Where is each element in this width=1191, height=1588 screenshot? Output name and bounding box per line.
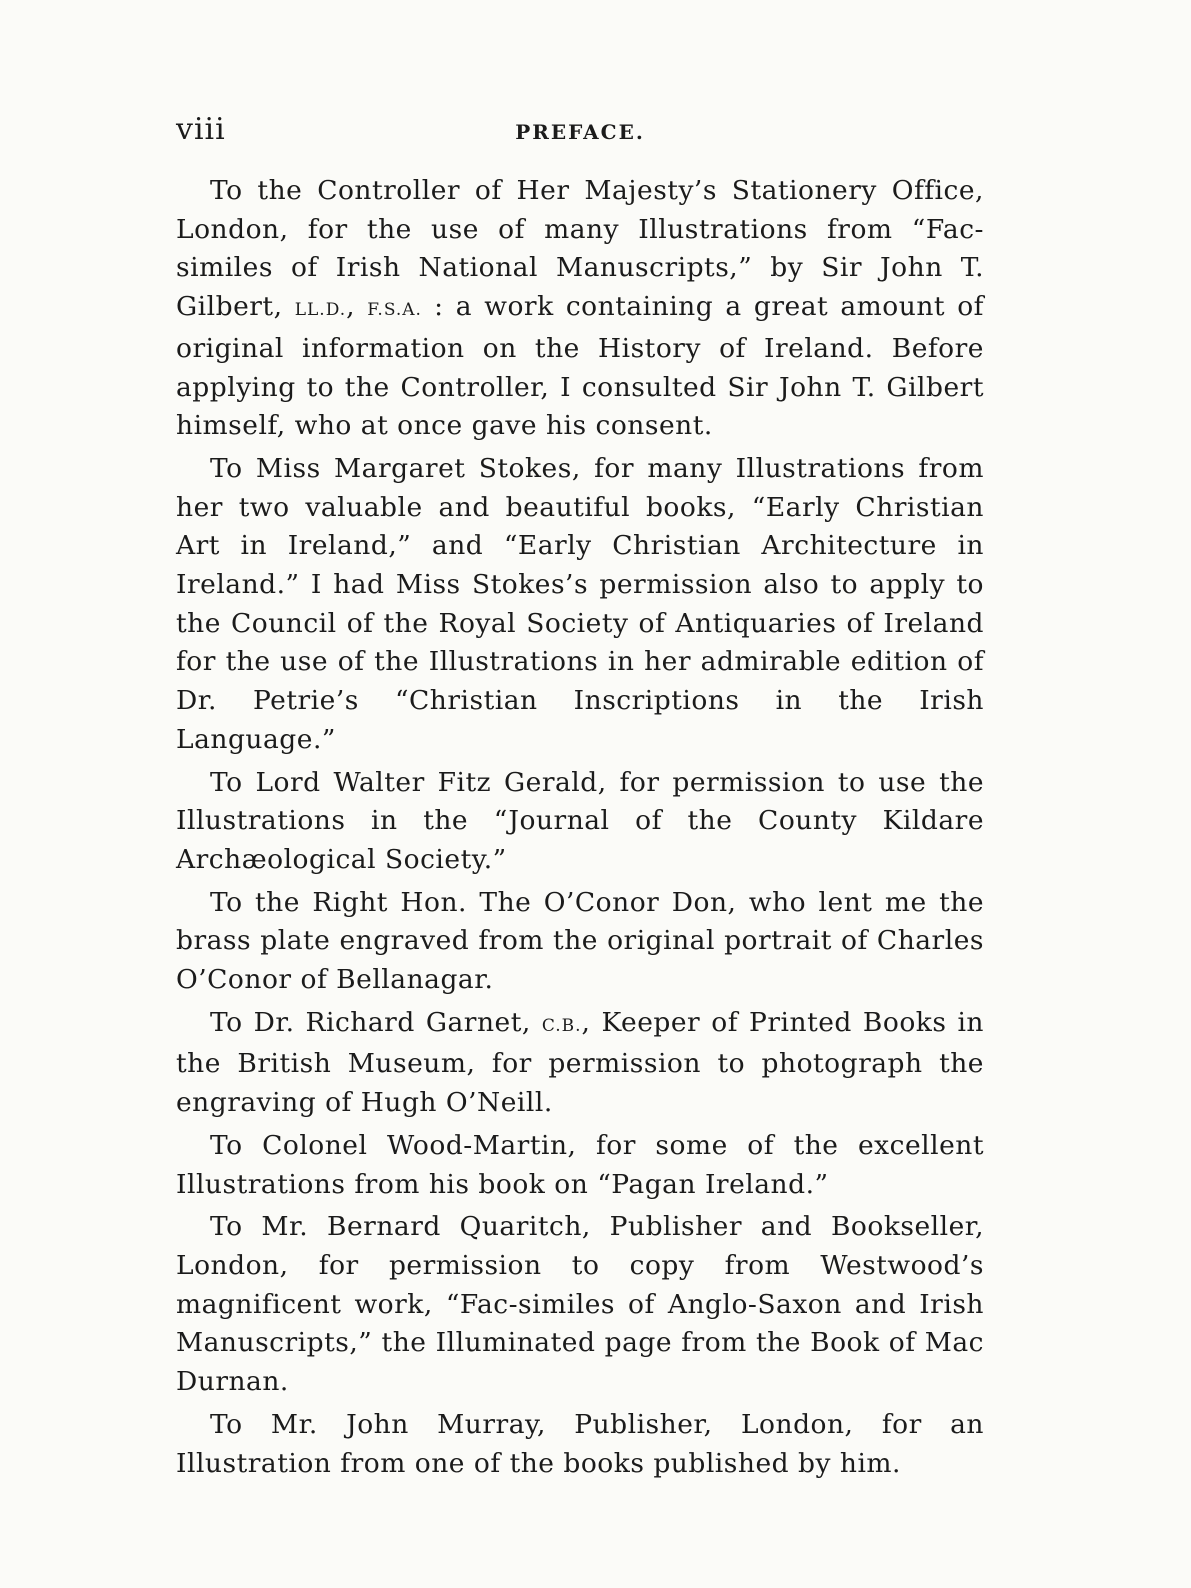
page-number: viii [176,112,226,147]
paragraph-walter-fitz-gerald: To Lord Walter Fitz Gerald, for permission to use the Illustrations in the “Journal of the County Kildare Archæological Society.” [176,766,984,875]
honour-abbreviation: C.B. [541,1015,582,1036]
paragraph-john-murray: To Mr. John Murray, Publisher, London, for an Illustration from one of the books published by him. [176,1408,984,1479]
paragraph-text: , Keeper of Printed Books in the British Museum, for permission to photograph the engraving of Hugh O’Neill. [176,1006,984,1119]
paragraph-bernard-quaritch: To Mr. Bernard Quaritch, Publisher and Bookseller, London, for permission to copy from Westwood’s magnificent work, “Fac-similes of Anglo-Saxon and Irish Manuscripts,” the Illuminated page from the Book of Mac Durnan. [176,1211,984,1398]
paragraph-stationery-office [176,172,984,446]
running-head [176,112,984,152]
running-title: PREFACE. [515,120,645,144]
paragraph-text: To Dr. Richard Garnet, [210,1006,542,1038]
degree-abbreviation: LL.D. [294,300,347,321]
preface-body [176,172,984,1483]
degree-abbreviation: F.S.A. [367,300,422,321]
paragraph-margaret-stokes: To Miss Margaret Stokes, for many Illustrations from her two valuable and beautiful books, “Early Christian Art in Ireland,” and “Early Christian Architecture in Ireland.” I had Miss Stokes’s permission also to apply to the Council of the Royal Society of Antiquaries of Ireland for the use of the Illustrations in her admirable edition of Dr. Petrie’s “Christian Inscriptions in the Irish Language.” [176,452,984,755]
paragraph-text: , [346,291,368,323]
paragraph-text: To the Controller of Her Majesty’s Stationery Office, London, for the use of many Illustrations from “Fac-similes of Irish National Manuscripts,” by Sir John T. Gilbert, [176,175,984,323]
paragraph-richard-garnet [176,1004,984,1123]
paragraph-oconor-don: To the Right Hon. The O’Conor Don, who lent me the brass plate engraved from the original portrait of Charles O’Conor of Bellanagar. [176,886,984,996]
paragraph-text: : a work containing a great amount of original information on the History of Ireland. Before applying to the Controller, I consulted Sir John T. Gilbert himself, who at once gave his consent. [176,291,984,442]
paragraph-wood-martin: To Colonel Wood-Martin, for some of the excellent Illustrations from his book on “Pagan Ireland.” [176,1129,984,1200]
